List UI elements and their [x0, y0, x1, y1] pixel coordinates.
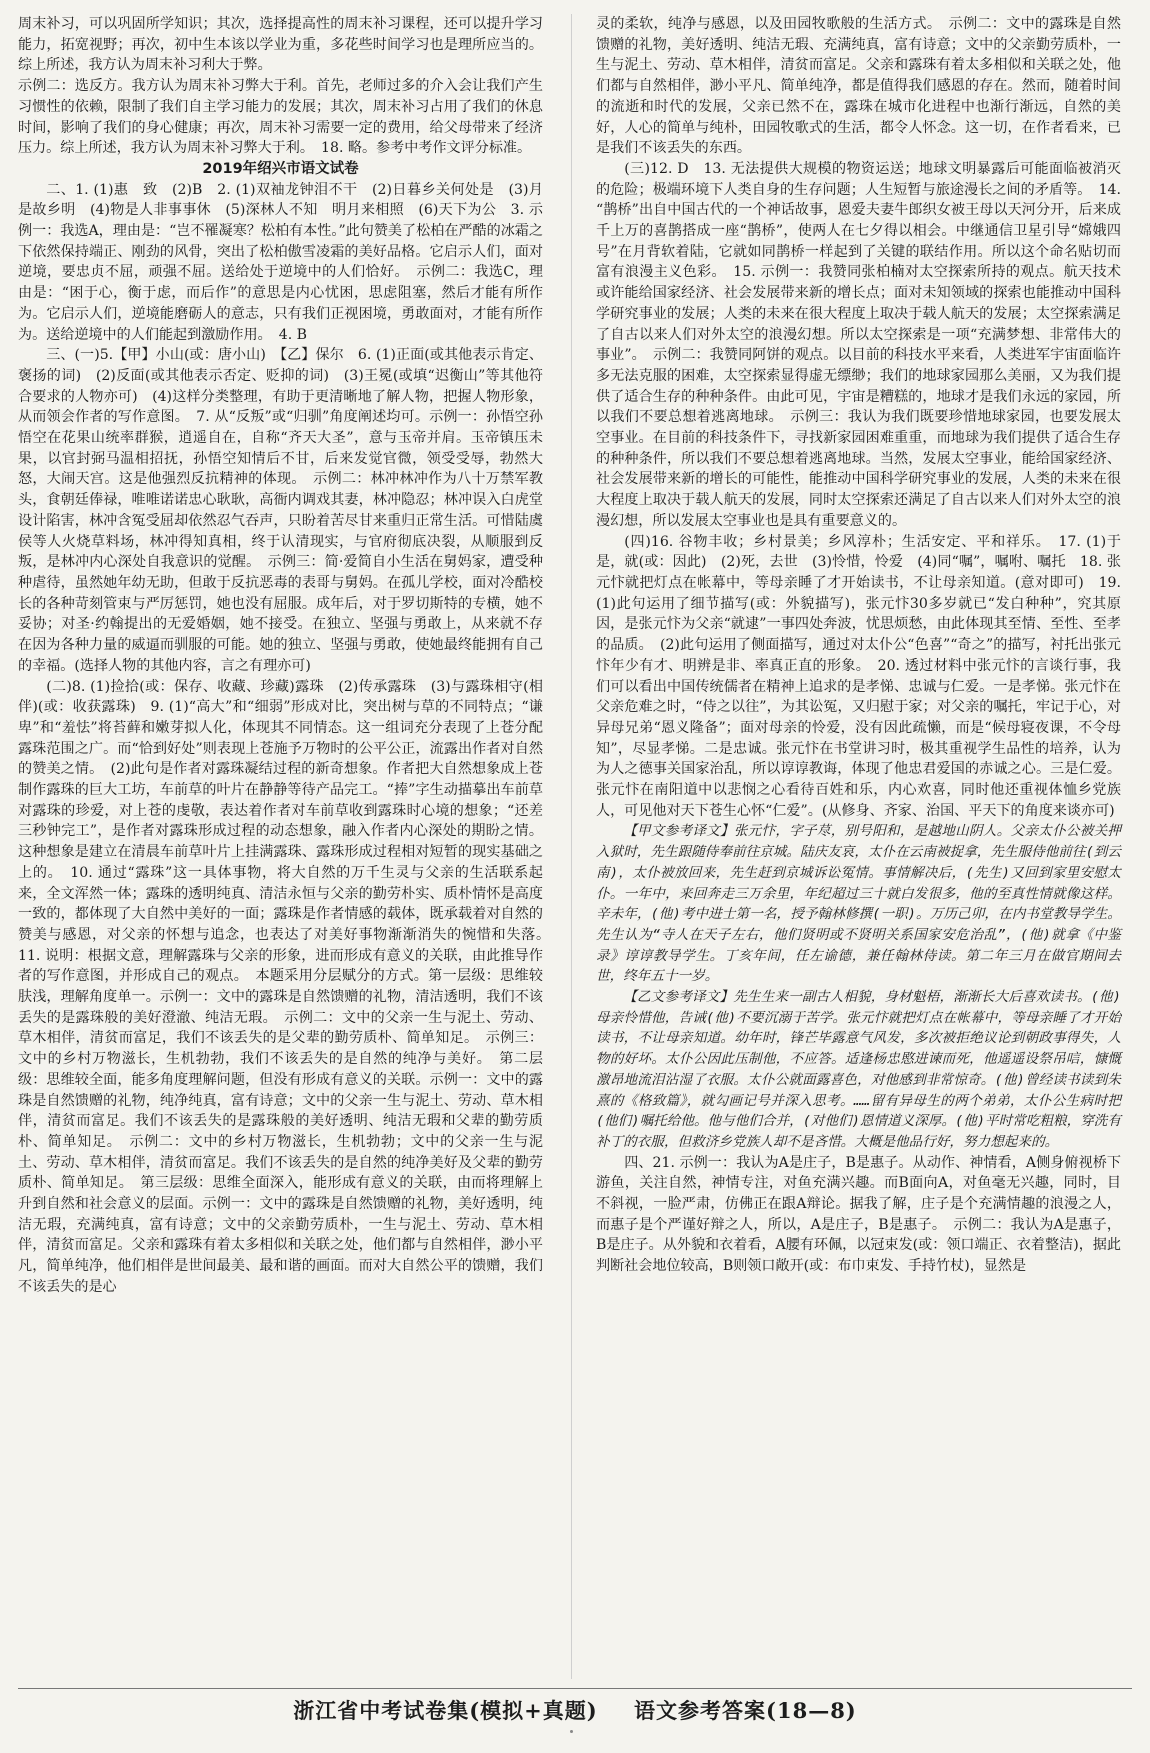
answer-paragraph: (三)12. D 13. 无法提供大规模的物资运送；地球文明暴露后可能面临被消灭的危险；极端环境下人类自身的生存问题；人生短暂与旅途漫长之间的矛盾等。 14. “鹊桥”出自中国古代的一个神话故事，恩爱夫妻牛郎织女被王母以天河分开，后来成千上万的喜鹊搭成一座“鹊桥”，使两人在七夕得以相会。中继通信卫星引导“嫦娥四号”在月背软着陆，它就如同鹊桥一样起到了关键的联结作用。所以这个命名贴切而富有浪漫主义色彩。 15. 示例一：我赞同张柏楠对太空探索所持的观点。航天技术或许能给国家经济、社会发展带来新的增长点；面对未知领域的探索也能推动中国科学研究事业的发展；人类的未来在很大程度上取决于载人航天的发展；太空探索满足了自古以来人们对外太空的浪漫幻想。所以太空探索是一项“充满梦想、非常伟大的事业”。 示例二：我赞同阿饼的观点。以目前的科技水平来看，人类进军宇宙面临许多无法克服的困难，太空探索显得虚无缥缈；我们的地球家园那么美丽，又为我们提供了适合生存的种种条件。由此可见，宇宙是糟糕的，地球才是我们永远的家园，所以我们不要总想着逃离地球。 示例三：我认为我们既要珍惜地球家园，也要发展太空事业。在目前的科技条件下，寻找新家园困难重重，而地球为我们提供了适合生存的种种条件，所以我们不要总想着逃离地球。当然，发展太空事业，能给国家经济、社会发展带来新的增长的可能性，能推动中国科学研究事业的发展，人类的未来在很大程度上取决于载人航天的发展，同时太空探索还满足了自古以来人们对外太空的浪漫幻想，所以发展太空事业也是具有重要意义的。 [596, 160, 1121, 529]
section-heading: 2019年绍兴市语文试卷 [202, 160, 359, 177]
answer-paragraph: 示例二：选反方。我方认为周末补习弊大于利。首先，老师过多的介入会让我们产生习惯性的依赖，限制了我们自主学习能力的发展；其次，周末补习占用了我们的休息时间，影响了我们的身心健康；再次，周末补习需要一定的费用，给父母带来了经济压力。综上所述，我方认为周末补习弊大于利。 18. 略。参考中考作文评分标准。 [18, 78, 543, 157]
page-footer [0, 1695, 1150, 1725]
answer-paragraph: 周末补习，可以巩固所学知识；其次，选择提高性的周末补习课程，还可以提升学习能力，拓宽视野；再次，初中生本该以学业为重，多花些时间学习也是理所应当的。综上所述，我方认为周末补习利大于弊。 [18, 16, 543, 74]
page-dot [570, 1730, 573, 1733]
right-column [596, 14, 1121, 1277]
answer-paragraph: (二)8. (1)捡拾(或：保存、收藏、珍藏)露珠 (2)传承露珠 (3)与露珠相守(相伴)(或：收获露珠) 9. (1)“高大”和“细弱”形成对比，突出树与草的不同特点；“谦卑”和“羞怯”将苔藓和嫩芽拟人化，体现其不同情态。这一组词充分表现了上苍分配露珠范围之广。而“恰到好处”则表现上苍施予万物时的公平公正，流露出作者对自然的赞美之情。 (2)此句是作者对露珠凝结过程的新奇想象。作者把大自然想象成上苍制作露珠的巨大工坊，车前草的叶片在静静等待产品完工。“捧”字生动描摹出车前草对露珠的珍爱，对上苍的虔敬，表达着作者对车前草收到露珠时心境的想象；“还差三秒钟完工”，是作者对露珠形成过程的动态想象，融入作者内心深处的期盼之情。这种想象是建立在清晨车前草叶片上挂满露珠、露珠形成过程相对短暂的现实基础之上的。 10. 通过“露珠”这一具体事物，将大自然的万千生灵与父亲的生活联系起来，全文浑然一体；露珠的透明纯真、清洁永恒与父亲的勤劳朴实、质朴情怀是高度一致的，都体现了大自然中美好的一面；露珠是作者情感的载体，既承载着对自然的赞美与感恩，对父亲的怀想与追念，也表达了对美好事物渐渐消失的惋惜和失落。 11. 说明：根据文意，理解露珠与父亲的形象，进而形成有意义的关联，由此推导作者的写作意图，并形成自己的观点。 本题采用分层赋分的方式。第一层级：思维较肤浅，理解角度单一。示例一：文中的露珠是自然馈赠的礼物，清洁透明，我们不该丢失的是露珠般的美好澄澈、纯洁无瑕。 示例二：文中的父亲一生与泥土、劳动、草木相伴，清贫而富足，我们不该丢失的是父辈的勤劳质朴、简单知足。 示例三：文中的乡村万物滋长，生机勃勃，我们不该丢失的是自然的纯净与美好。 第二层级：思维较全面，能多角度理解问题，但没有形成有意义的关联。示例一：文中的露珠是自然馈赠的礼物，纯净纯真，富有诗意；文中的父亲一生与泥土、劳动、草木相伴，清贫而富足。我们不该丢失的是露珠般的美好透明、纯洁无瑕和父辈的勤劳质朴、简单知足。 示例二：文中的乡村万物滋长，生机勃勃；文中的父亲一生与泥土、劳动、草木相伴，清贫而富足。我们不该丢失的是自然的纯净美好及父辈的勤劳质朴、简单知足。 第三层级：思维全面深入，能形成有意义的关联，由而将理解上升到自然和社会意义的层面。示例一：文中的露珠是自然馈赠的礼物，美好透明，纯洁无瑕，充满纯真，富有诗意；文中的父亲勤劳质朴，一生与泥土、劳动、草木相伴，清贫而富足。父亲和露珠有着太多相似和关联之处，他们都与自然相伴，渺小平凡，简单纯净，他们相伴是世间最美、最和谐的画面。而对大自然公平的馈赠，我们不该丢失的是心 [18, 678, 558, 1295]
left-column [18, 14, 558, 1298]
answer-section-label: 语文参考答案(18—8) [634, 1698, 857, 1723]
translation-paragraph: 【乙文参考译文】先生生来一副古人相貌，身材魁梧，渐渐长大后喜欢读书。(他)母亲怜惜他，告诫(他)不要沉溺于苦学。张元忭就把灯点在帐幕中，等母亲睡了才开始读书，不让母亲知道。幼年时，锋芒毕露意气风发，多次被拒绝议论到朝政事得失，人物的好坏。太仆公因此压制他，不应答。适逢杨忠愍进谏而死，他遥遥设祭吊唁，慷慨激昂地流泪沾湿了衣服。太仆公就面露喜色，对他感到非常惊奇。(他)曾经读书读到朱熹的《格致篇》，就勾画记号并深入思考。……留有异母生的两个弟弟，太仆公生病时把(他们)嘱托给他。他与他们合并，(对他们)恩情道义深厚。(他)平时常吃粗粮，穿洗有补丁的衣服，但救济乡党族人却不是吝惜。大概是他品行好，努力想起来的。 [596, 989, 1121, 1150]
footer-rule [18, 1688, 1132, 1689]
book-title: 浙江省中考试卷集(模拟+真题) [293, 1698, 598, 1723]
answer-paragraph: 灵的柔软，纯净与感恩，以及田园牧歌般的生活方式。 示例二：文中的露珠是自然馈赠的礼物，美好透明、纯洁无瑕、充满纯真，富有诗意；文中的父亲勤劳质朴，一生与泥土、劳动、草木相伴，清贫而富足。父亲和露珠有着太多相似和关联之处，他们都与自然相伴，渺小平凡、简单纯净，都是值得我们感恩的存在。然而，随着时间的流逝和时代的发展，父亲已然不在，露珠在城市化进程中也渐行渐远，自然的美好，人心的简单与纯朴，田园牧歌式的生活，都令人怀念。这一切，在作者看来，已是我们不该丢失的东西。 [596, 16, 1121, 157]
translation-paragraph: 【甲文参考译文】张元忭，字子荩，别号阳和，是越地山阴人。父亲太仆公被关押入狱时，先生跟随侍奉前往京城。陆庆友哀，太仆在云南被捉拿，先生服侍他前往(到云南)，太仆被放回来，先生赶到京城诉讼冤情。事情解决后，(先生)又回到家里安慰太仆。一年中，来回奔走三万余里，年纪超过三十就白发很多，他的至真性情就像这样。辛未年，(他)考中进士第一名，授予翰林修撰(一职)。万历己卯，在内书堂教导学生。先生认为“寺人在天子左右，他们贤明或不贤明关系国家安危治乱”，(他)就拿《中鉴录》谆谆教导学生。丁亥年间，任左谕德，兼任翰林侍读。第二年三月在做官期间去世，终年五十一岁。 [596, 823, 1121, 985]
answer-paragraph: 三、(一)5.【甲】小山(或：唐小山) 【乙】保尔 6. (1)正面(或其他表示肯定、褒扬的词) (2)反面(或其他表示否定、贬抑的词) (3)王冕(或填“迟衡山”等其他符合要求的人物亦可) (4)这样分类整理，有助于更清晰地了解人物，把握人物形象，从而领会作者的写作意图。 7. 从“反叛”或“归驯”角度阐述均可。示例一：孙悟空孙悟空在花果山统率群猴，逍遥自在，自称“齐天大圣”，意与玉帝并肩。玉帝镇压未果，以官封弼马温相招抚，孙悟空知情后不甘，后来发觉官微，领受受辱，勃然大怒，大闹天宫。这是他强烈反抗精神的体现。 示例二：林冲林冲作为八十万禁军教头，食朝廷俸禄，唯唯诺诺忠心耿耿，高衙内调戏其妻，林冲隐忍；林冲误入白虎堂设计陷害，林冲含冤受屈却依然忍气吞声，只盼着苦尽甘来重归正常生活。可惜陆虞侯等人火烧草料场，林冲得知真相，终于认清现实，与官府彻底决裂，从顺服到反叛，是林冲内心深处自我意识的觉醒。 示例三：简·爱简自小生活在舅妈家，遭受种种虐待，虽然她年幼无助，但敢于反抗恶毒的表哥与舅妈。在孤儿学校，面对冷酷校长的各种苛刻管束与严厉惩罚，她也没有屈服。成年后，对于罗切斯特的专横，她不妥协；对圣·约翰提出的无爱婚姻，她不接受。在独立、坚强与勇敢上，从来就不存在因为各种力量的威逼而驯服的可能。她的独立、坚强与勇敢，使她最终能拥有自己的幸福。(选择人物的其他内容，言之有理亦可) [18, 347, 543, 674]
answer-paragraph: 四、21. 示例一：我认为A是庄子，B是惠子。从动作、神情看，A侧身俯视桥下游鱼，关注自然，神情专注，对鱼充满兴趣。而B面向A，对鱼毫无兴趣，同时，目不斜视，一脸严肃，仿佛正在跟A辩论。据我了解，庄子是个充满情趣的浪漫之人，而惠子是个严谨好辩之人，所以，A是庄子，B是惠子。 示例二：我认为A是惠子，B是庄子。从外貌和衣着看，A腰有环佩，以冠束发(或：领口端正、衣着整洁)，据此判断社会地位较高，B则领口敞开(或：布巾束发、手持竹杖)，显然是 [596, 1154, 1121, 1275]
answer-paragraph: (四)16. 谷物丰收；乡村景美；乡风淳朴；生活安定、平和祥乐。 17. (1)于是，就(或：因此) (2)死，去世 (3)怜惜，怜爱 (4)同“嘱”，嘱咐、嘱托 18. 张元忭就把灯点在帐幕中，等母亲睡了才开始读书，不让母亲知道。(意对即可) 19. (1)此句运用了细节描写(或：外貌描写)，张元忭30多岁就已“发白种种”，究其原因，是张元忭为父亲“就逮”一事四处奔波，忧思烦愁，由此体现其至情、至性、至孝的品质。 (2)此句运用了侧面描写，通过对太仆公“色喜”“奇之”的描写，衬托出张元忭年少有才、明辨是非、率真正直的形象。 20. 透过材料中张元忭的言谈行事，我们可以看出中国传统儒者在精神上追求的是孝悌、忠诚与仁爱。一是孝悌。张元忭在父亲危难之时，“侍之以往”，为其讼冤，又归慰于家；对父亲的嘱托，牢记于心，对异母兄弟“恩义隆备”；面对母亲的怜爱，没有因此疏懒，而是“候母寝夜课，不令母知”，尽显孝悌。二是忠诚。张元忭在书堂讲习时，极其重视学生品性的培养，认为为人之德事关国家治乱，所以谆谆教诲，体现了他忠君爱国的赤诚之心。三是仁爱。张元忭在南阳道中以悲悯之心看待百姓和乐，内心欢喜，同时他还重视体恤乡党族人，可见他对天下苍生心怀“仁爱”。(从修身、齐家、治国、平天下的角度来谈亦可) [596, 533, 1121, 819]
column-divider [571, 14, 572, 1679]
answer-paragraph: 二、1. (1)惠 致 (2)B 2. (1)双袖龙钟泪不干 (2)日暮乡关何处是 (3)月是故乡明 (4)物是人非事事休 (5)深林人不知 明月来相照 (6)天下为公 3. 示例一：我选A，理由是：“岂不罹凝寒？松柏有本性。”此句赞美了松柏在严酷的冰霜之下依然保持端正、刚劲的风骨，突出了松柏傲雪凌霜的美好品格。它启示人们，面对逆境，要忠贞不屈，顽强不屈。送给处于逆境中的人们恰好。 示例二：我选C，理由是：“困于心，衡于虑，而后作”的意思是内心忧困，思虑阻塞，然后才能有所作为。它启示人们，逆境能磨砺人的意志，只有我们正视困境，勇敢面对，才能有所作为。送给逆境中的人们能起到激励作用。 4. B [18, 181, 543, 343]
